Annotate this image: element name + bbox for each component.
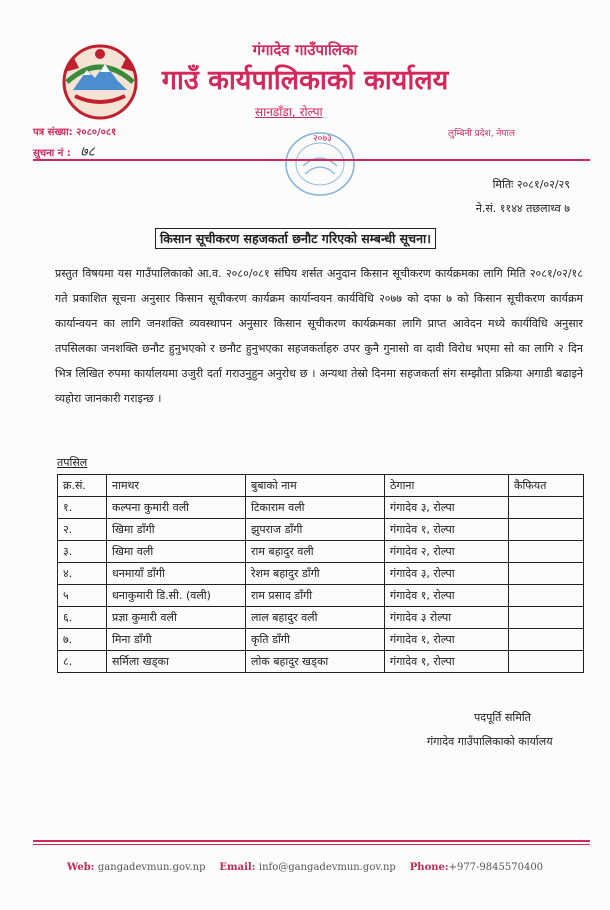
office-title: गाउँ कार्यपालिकाको कार्यालय [161,65,449,96]
cell-serial: ४. [58,563,107,585]
province: लुम्बिनी प्रदेश, नेपाल [448,129,515,139]
cell-father: रेशम बहादुर डाँगी [246,563,385,585]
table-row [58,497,584,519]
notice-value: ७८ [80,144,95,160]
email-link[interactable]: info@gangadevmun.gov.np [258,862,396,873]
cell-remarks [509,497,584,519]
notice-label: सुचना नं : [33,148,71,159]
cell-remarks [509,629,584,651]
col-address: ठेगाना [385,475,509,497]
cell-remarks [509,607,584,629]
signature-committee: पदपूर्ति समिति [474,711,531,724]
cell-name: धनाकुमारी डि.सी. (वली) [107,585,246,607]
table-row [58,541,584,563]
cell-serial: २. [58,519,107,541]
cell-name: कल्पना कुमारी वली [107,497,246,519]
subject-title: किसान सूचीकरण सहजकर्ता छनौट गरिएको सम्बन्धी सूचना। [155,228,436,249]
cell-father: लाल बहादुर वली [246,607,385,629]
reference-number [33,124,116,138]
cell-remarks [509,541,584,563]
cell-address: गंगादेव १, रोल्पा [385,585,509,607]
web-link[interactable]: gangadevmun.gov.np [97,862,206,873]
col-name: नामथर [107,475,246,497]
cell-name: मिना डाँगी [107,629,246,651]
ref-label: पत्र संख्या: [33,127,73,138]
municipality-name: गंगादेव गाउँपालिका [252,41,358,59]
table-row [58,519,584,541]
office-place: सानडाँडा, रोल्पा [255,105,323,119]
cell-serial: १. [58,497,107,519]
cell-remarks [509,585,584,607]
cell-father: कृति डाँगी [246,629,385,651]
cell-remarks [509,519,584,541]
establishment-year: २०७३ [313,134,332,144]
table-header-row [58,475,584,497]
cell-serial: ५ [58,585,107,607]
cell-serial: ३. [58,541,107,563]
cell-address: गंगादेव ३, रोल्पा [385,563,509,585]
table-row [58,607,584,629]
nepal-sambat-date: ने.सं. ११४४ तछलाथ्व ७ [475,202,570,215]
footer-divider-thin [33,844,590,845]
table-row [58,651,584,673]
footer-divider [33,840,590,842]
cell-father: राम बहादुर वली [246,541,385,563]
cell-address: गंगादेव ३, रोल्पा [385,497,509,519]
cell-remarks [509,651,584,673]
date-line: मितिः २०८१/०२/२९ [492,178,570,191]
cell-name: खिमा डाँगी [107,519,246,541]
table-row [58,629,584,651]
cell-serial: ७. [58,629,107,651]
cell-serial: ८. [58,651,107,673]
table-row [58,585,584,607]
web-label: Web: [66,862,95,873]
cell-remarks [509,563,584,585]
ref-value: २०८०/०८१ [76,127,117,138]
header-divider [33,159,590,161]
cell-address: गंगादेव १, रोल्पा [385,519,509,541]
cell-father: लोक बहादुर खड्का [246,651,385,673]
cell-name: सर्मिला खड्का [107,651,246,673]
cell-name: धनमायाँ डाँगी [107,563,246,585]
cell-address: गंगादेव ३ रोल्पा [385,607,509,629]
cell-father: टिकाराम वली [246,497,385,519]
col-father: बुबाको नाम [246,475,385,497]
notice-body: प्रस्तुत विषयमा यस गाउँपालिकाको आ.व. २०८०/०८१ संघिय शर्सत अनुदान किसान सूचीकरण कार्यक्रमका लागि मिति २०८१/०२/१८ गते प्रकाशित सूचना अनुसार किसान सूचीकरण कार्यक्रम कार्यान्वयन कार्यविधि २०७७ को दफा ७ को किसान सूचीकरण कार्यक्रम कार्यान्वयन का लागि जनशक्ति व्यवस्थापन अनुसार किसान सूचीकरण कार्यक्रमका लागि प्राप्त आवेदन मध्ये कार्यविधि अनुसार तपसिलका जनशक्ति छनौट हुनुभएको र छनौट हुनुभएका सहजकर्ताहरु उपर कुनै गुनासो वा दावी विरोध भएमा सो का लागि २ दिन भित्र लिखित रुपमा कार्यालयमा उजुरी दर्ता गराउनुहुन अनुरोध छ । अन्यथा तेस्रो दिनमा सहजकर्ता संग सम्झौता प्रक्रिया अगाडी बढाइने व्यहोरा जानकारी गराइन्छ । [55,267,583,405]
cell-address: गंगादेव १, रोल्पा [385,651,509,673]
cell-serial: ६. [58,607,107,629]
cell-address: गंगादेव २, रोल्पा [385,541,509,563]
cell-father: राम प्रसाद डाँगी [246,585,385,607]
cell-address: गंगादेव १, रोल्पा [385,629,509,651]
email-label: Email: [219,862,256,873]
cell-name: खिमा वली [107,541,246,563]
footer-contact [0,862,610,873]
phone-number: +977-9845570400 [448,862,544,873]
signature-office: गंगादेव गाउँपालिकाको कार्यालय [427,735,553,748]
col-remarks: कैफियत [509,475,584,497]
phone-label: Phone: [409,862,449,873]
cell-father: झुपराज डाँगी [246,519,385,541]
cell-name: प्रज्ञा कुमारी वली [107,607,246,629]
col-serial: क्र.सं. [58,475,107,497]
office-stamp-icon [283,130,357,198]
table-title: तपसिल [57,456,88,469]
selection-table [57,474,584,673]
table-row [58,563,584,585]
